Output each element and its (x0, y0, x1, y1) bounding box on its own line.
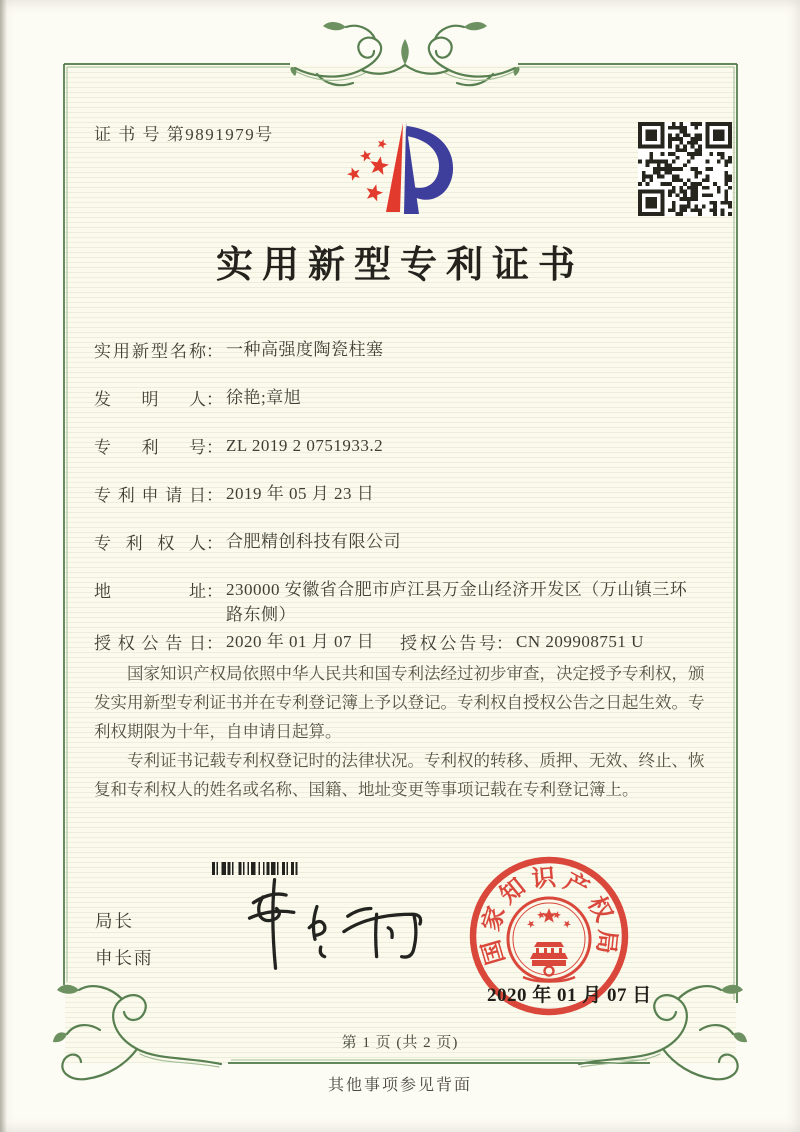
field-label: 专利申请日 (94, 486, 206, 505)
field-colon: ： (206, 390, 223, 409)
field-label: 专利权人 (94, 534, 206, 553)
field-value: 徐艳;章旭 (226, 388, 302, 407)
field-colon: ： (206, 438, 223, 457)
field-row-grant (94, 629, 714, 654)
field-row-patentee (94, 529, 714, 554)
field-value: 2020 年 01 月 07 日 (226, 632, 375, 651)
seal-text: 国家知识产权局 (478, 865, 620, 968)
field-row-address (94, 577, 714, 627)
field-value: 合肥精创科技有限公司 (226, 532, 401, 551)
field-label: 发明人 (94, 390, 206, 409)
qr-code (638, 122, 732, 216)
field-value: 2019 年 05 月 23 日 (226, 484, 375, 503)
field-label: 地址 (94, 582, 206, 601)
certificate-number: 证 书 号 第9891979号 (94, 125, 274, 144)
field-row-name (94, 337, 714, 362)
field-colon: ： (206, 634, 223, 653)
field-grant-no (400, 629, 644, 654)
field-value: 230000 安徽省合肥市庐江县万金山经济开发区（万山镇三环路东侧） (226, 580, 688, 624)
legal-paragraph-1: 国家知识产权局依照中华人民共和国专利法经过初步审查，决定授予专利权，颁发实用新型专利证书并在专利登记簿上予以登记。专利权自授权公告之日起生效。专利权期限为十年，自申请日起算。 (94, 664, 705, 741)
field-label: 授权公告日 (94, 634, 206, 653)
legal-paragraph-2: 专利证书记载专利权登记时的法律状况。专利权的转移、质押、无效、终止、恢复和专利权人的姓名或名称、国籍、地址变更等事项记载在专利登记簿上。 (94, 751, 705, 799)
director-signature (222, 870, 434, 974)
field-value: ZL 2019 2 0751933.2 (226, 436, 384, 455)
top-ornament (291, 22, 520, 85)
field-value: CN 209908751 U (516, 632, 644, 651)
field-value: 一种高强度陶瓷柱塞 (226, 340, 384, 359)
legal-text (94, 659, 712, 804)
national-emblem-icon (508, 898, 590, 982)
director-title: 局长 (95, 911, 134, 931)
field-colon: ： (206, 582, 223, 601)
field-label: 实用新型名称 (94, 342, 206, 361)
field-colon: ： (206, 534, 223, 553)
field-row-patent-no (94, 433, 714, 458)
seal-date: 2020 年 01 月 07 日 (487, 985, 652, 1006)
page-number: 第 1 页 (共 2 页) (341, 1035, 459, 1051)
field-colon: ： (206, 342, 223, 361)
field-label: 专利号 (94, 438, 206, 457)
cnipa-logo-icon (340, 114, 466, 224)
field-row-filing-date (94, 481, 714, 506)
certificate-title: 实用新型专利证书 (216, 245, 584, 286)
field-colon: ： (496, 634, 513, 653)
field-row-inventors (94, 385, 714, 410)
field-label: 授权公告号 (400, 634, 496, 653)
director-name: 申长雨 (95, 948, 154, 968)
field-colon: ： (206, 486, 223, 505)
footer-note: 其他事项参见背面 (327, 1077, 472, 1094)
